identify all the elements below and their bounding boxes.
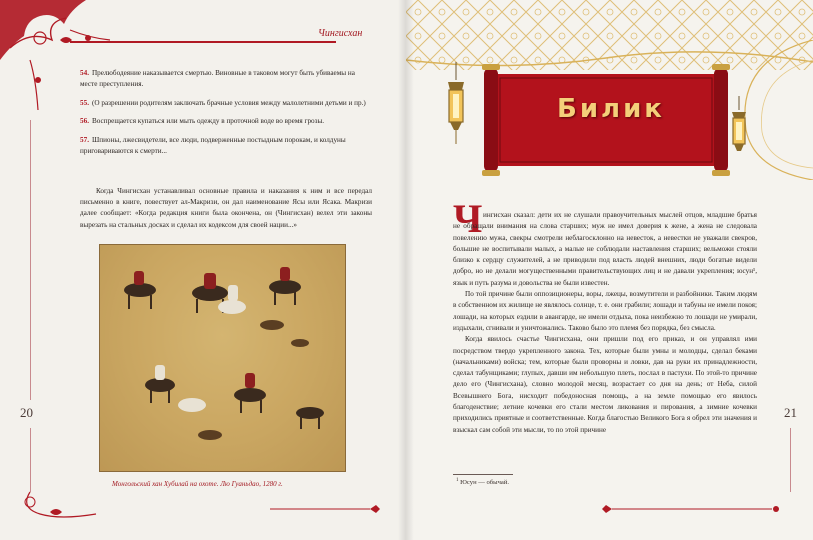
- page-number-left: 20: [20, 405, 33, 420]
- margin-line-upper: [30, 120, 31, 400]
- footnote: [456, 478, 509, 486]
- corner-ornament-bottom-left: [10, 488, 100, 528]
- paragraph-2: По той причине были оппозиционеры, воры, лжецы, возмутители и разбойники. Таким людям в собственном их жилище не являлось солнце, т. е. они грабили; лошади и табуны не имели покоя; лошади, на которых ездили в авангарде, не имели отдыха, пока неизбежно то лошади не умирали, издыхали, сгнивали и уничтожались. Таково было это племя без порядка, без смысла.: [453, 290, 757, 332]
- margin-line-right: [790, 428, 791, 492]
- footnote-rule: [453, 474, 513, 475]
- law-item-55: [80, 98, 372, 109]
- item-text: Шпионы, лжесвидетели, все люди, подверженные постыдным порокам, и колдуны приговариваются к смерти...: [80, 135, 346, 156]
- painting-illustration: [100, 245, 346, 472]
- book-gutter: [398, 0, 414, 540]
- paragraph-1: ингисхан сказал: дети их не слушали правоучительных мыслей отцов, младшие братья не обращали внимания на слова старших; муж не имел доверия к жене, а жена не следовала повелению мужа, свекры смотрели неблагосклонно на невесток, а невестки не уважали свекров, большие не воспитывали малых, а малые не соблюдали наставления старших; вельможи стояли близко к сердцу служителей, а не приводили под власть людей внешних, люди богатые видели добро, но не делали могущественными правительствующих лиц и не давали укрепления; юсун¹, язык и путь разума и довольства не были известен.: [453, 211, 757, 287]
- margin-line-lower: [30, 428, 31, 492]
- footnote-text: Юсун — обычай.: [460, 479, 509, 487]
- item-text: Воспрещается купаться или мыть одежду в проточной воде во время грозы.: [91, 117, 325, 126]
- footer-ornament-left: [270, 504, 380, 514]
- footer-ornament-right: [602, 504, 782, 514]
- left-page: [0, 0, 406, 540]
- header-rule: [70, 41, 336, 43]
- law-item-56: [80, 116, 372, 127]
- chapter-text: [453, 210, 757, 436]
- item-text: Прелюбодеяние наказывается смертью. Виновные в таковом могут быть убиваемы на месте преступления.: [80, 69, 355, 89]
- item-number: 54.: [80, 69, 89, 77]
- footnote-mark: 1: [456, 478, 459, 483]
- law-item-54: [80, 68, 372, 91]
- hunt-painting: [99, 244, 346, 472]
- running-head: Чингисхан: [318, 28, 363, 39]
- item-number: 55.: [80, 98, 89, 107]
- item-text: (О разрешении родителям заключать брачные условия между малолетними детьми и пр.): [91, 98, 366, 107]
- body-paragraph: Когда Чингисхан устанавливал основные правила и наказания к ним и все передал письменно в книге, повествует ал-Макризи, он дал наименование Ясы или Ясака. Макризи далее сообщает: «Когда редакция книги была окончена, он (Чингисхан) велел эти законы вырезать на стальных досках и сделал их кодексом для своей нации...»: [80, 187, 372, 229]
- paragraph-3: Когда явилось счастье Чингисхана, они пришли под его приказ, и он управлял ими посредством твердо укрепленного закона. Тех, которые были умны и молодцы, сделал беками (начальниками) войска; тем, которые были проворны и ловки, дав на руки их принадлежности, сделал табунщиками; глупых, давши им небольшую плеть, послал в пастухи. По этой-то причине дело его (Чингисхана), словно молодой месяц, возрастает со дня на день; от Неба, силой Всевышнего Бога, нисходит победоносная помощь, а на земле помощью его явилось благоденствие; летние кочевки его стали местом ликования и пирования, а зимние кочевки приходились приятные и соответственные. Когда благостью Великого Бога я обрел эти значения и взыскал сам собой эти мысли, то по этой причине: [453, 335, 757, 434]
- law-items-list: [80, 68, 372, 164]
- item-number: 56.: [80, 117, 89, 126]
- drop-cap: Ч: [453, 196, 483, 241]
- right-page: [406, 0, 813, 540]
- item-number: 57.: [80, 135, 89, 144]
- painting-caption: Монгольский хан Хубилай на охоте. Лю Гуаньдао, 1280 г.: [112, 480, 283, 488]
- chapter-title: Билик: [557, 94, 665, 124]
- law-item-57: [80, 135, 372, 158]
- page-number-right: 21: [784, 405, 797, 420]
